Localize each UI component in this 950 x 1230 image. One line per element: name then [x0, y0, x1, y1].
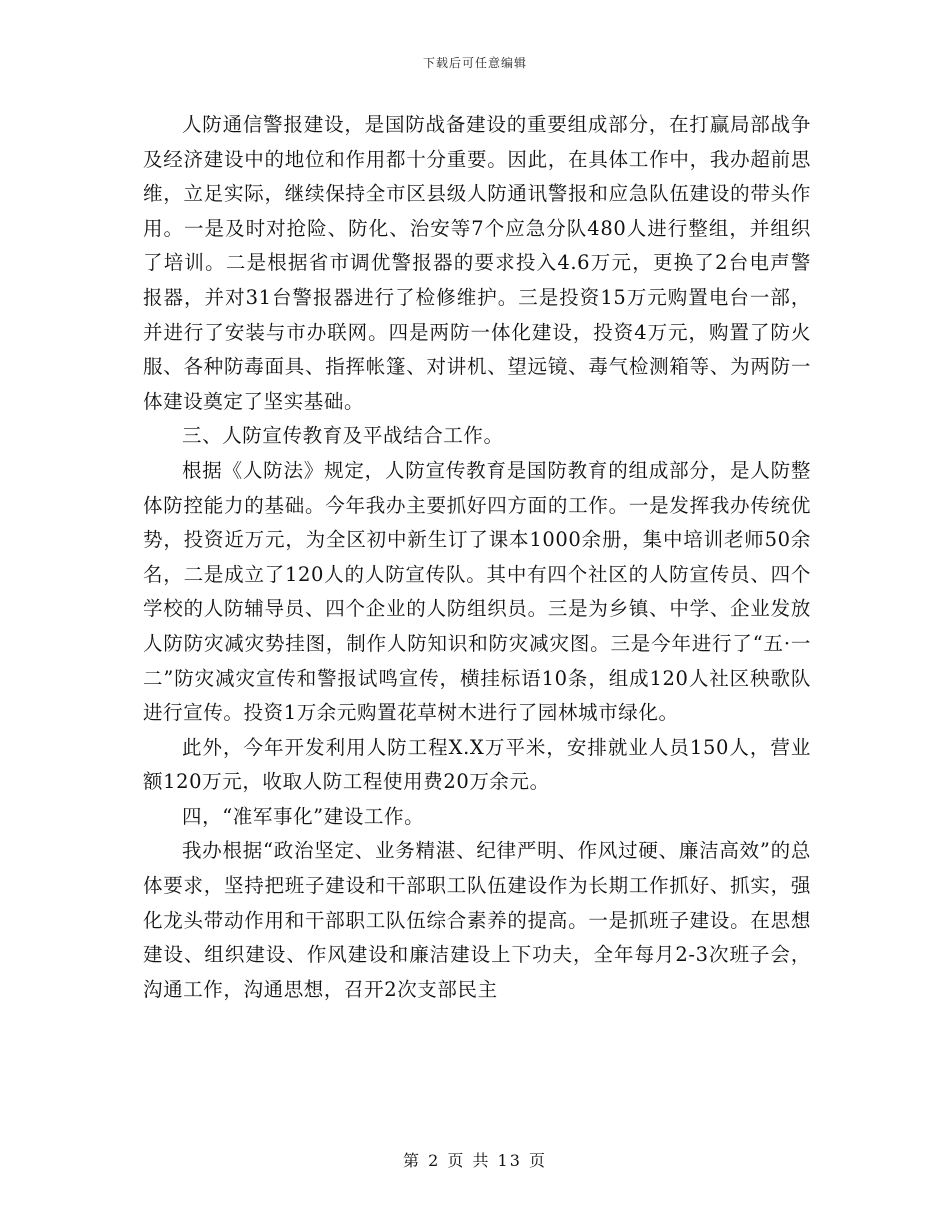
section-heading-4: 四，“准军事化”建设工作。: [182, 804, 425, 828]
paragraph-project-utilization: 此外，今年开发利用人防工程X.X万平米，安排就业人员150人，营业额120万元，收取人防工程使用费20万余元。: [143, 735, 811, 794]
section-heading-3: 三、人防宣传教育及平战结合工作。: [182, 424, 504, 448]
page-number: 第 2 页 共 13 页: [403, 1151, 547, 1170]
paragraph-team-building: 我办根据“政治坚定、业务精湛、纪律严明、作风过硬、廉洁高效”的总体要求，坚持把班子建设和干部职工队伍建设作为长期工作抓好、抓实，强化龙头带动作用和干部职工队伍综合素养的提高。一是抓班子建设。在思想建设、组织建设、作风建设和廉洁建设上下功夫，全年每月2-3次班子会，沟通工作，沟通思想，召开2次支部民主: [143, 839, 811, 1001]
paragraph-alarm-construction: 人防通信警报建设，是国防战备建设的重要组成部分，在打赢局部战争及经济建设中的地位和作用都十分重要。因此，在具体工作中，我办超前思维，立足实际，继续保持全市区县级人防通讯警报和应急队伍建设的带头作用。一是及时对抢险、防化、治安等7个应急分队480人进行整组，并组织了培训。二是根据省市调优警报器的要求投入4.6万元，更换了2台电声警报器，并对31台警报器进行了检修维护。三是投资15万元购置电台一部，并进行了安装与市办联网。四是两防一体化建设，投资4万元，购置了防火服、各种防毒面具、指挥帐篷、对讲机、望远镜、毒气检测箱等、为两防一体建设奠定了坚实基础。: [143, 113, 811, 413]
document-body: [143, 108, 811, 1007]
page-header-note: 下载后可任意编辑: [422, 56, 527, 70]
paragraph-publicity-education: 根据《人防法》规定，人防宣传教育是国防教育的组成部分，是人防整体防控能力的基础。今年我办主要抓好四方面的工作。一是发挥我办传统优势，投资近万元，为全区初中新生订了课本1000余册，集中培训老师50余名，二是成立了120人的人防宣传队。其中有四个社区的人防宣传员、四个学校的人防辅导员、四个企业的人防组织员。三是为乡镇、中学、企业发放人防防灾减灾势挂图，制作人防知识和防灾减灾图。三是今年进行了“五·一二”防灾减灾宣传和警报试鸣宣传，横挂标语10条，组成120人社区秧歌队进行宣传。投资1万余元购置花草树木进行了园林城市绿化。: [143, 458, 811, 725]
